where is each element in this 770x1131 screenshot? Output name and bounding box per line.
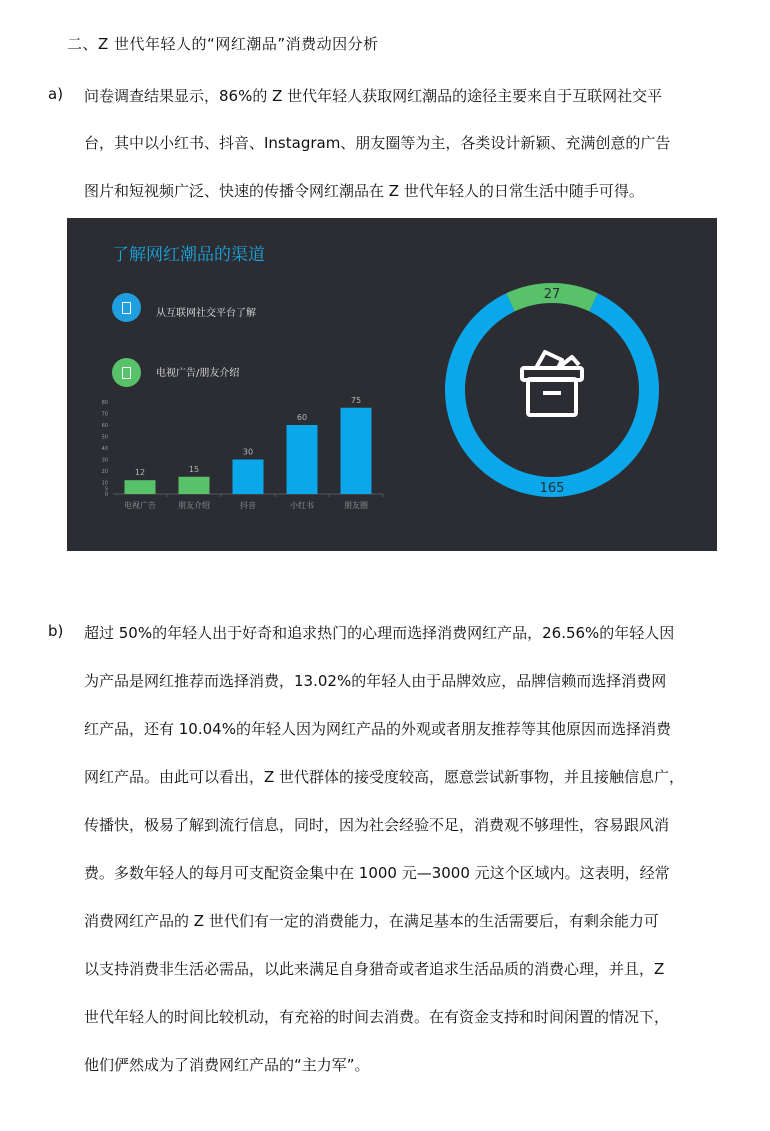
infographic-panel [67, 218, 717, 551]
y-tick-label: 10 [101, 480, 108, 487]
donut-chart [437, 283, 667, 498]
bar [125, 480, 156, 494]
data-label: 15 [188, 464, 200, 474]
y-tick-label: 5 [104, 486, 108, 493]
y-tick-label: 70 [101, 411, 108, 418]
y-tick-label: 50 [101, 434, 108, 441]
y-tick-label: 60 [101, 423, 108, 429]
paragraph-line: 传播快，极易了解到流行信息，同时，因为社会经验不足，消费观不够理性，容易跟风消 [84, 816, 670, 834]
section-heading: 二、Z 世代年轻人的“网红潮品”消费动因分析 [67, 35, 379, 53]
bar [179, 477, 210, 494]
paragraph-line: 他们俨然成为了消费网红产品的“主力军”。 [84, 1056, 370, 1074]
bar [287, 425, 318, 494]
legend-label-social: 从互联网社交平台了解 [156, 308, 256, 319]
paragraph-line: 红产品，还有 10.04%的年轻人因为网红产品的外观或者朋友推荐等其他原因而选择消费 [84, 720, 671, 738]
donut-slice [445, 293, 659, 497]
paragraph-marker: b) [48, 622, 64, 640]
y-tick-label: 40 [101, 446, 108, 452]
paragraph-line: 问卷调查结果显示，86%的 Z 世代年轻人获取网红潮品的途径主要来自于互联网社交平 [84, 87, 663, 105]
box-icon [522, 352, 582, 415]
slice-label: 27 [543, 287, 561, 302]
y-tick-label: 30 [101, 457, 108, 464]
data-label: 12 [134, 468, 146, 478]
bar [341, 408, 372, 494]
x-tick-label: 朋友介绍 [178, 501, 210, 510]
paragraph-line: 网红产品。由此可以看出，Z 世代群体的接受度较高，愿意尝试新事物，并且接触信息广， [84, 768, 685, 786]
paragraph-line: 费。多数年轻人的每月可支配资金集中在 1000 元—3000 元这个区域内。这表明，经常 [84, 864, 670, 882]
x-tick-label: 抖音 [240, 501, 256, 510]
x-tick-label: 朋友圈 [344, 501, 368, 510]
bar-chart [67, 393, 397, 518]
y-tick-label: 80 [101, 400, 108, 406]
bar [233, 460, 264, 495]
paragraph-line: 超过 50%的年轻人出于好奇和追求热门的心理而选择消费网红产品，26.56%的年轻人因 [84, 624, 675, 642]
y-tick-label: 20 [101, 469, 108, 475]
y-tick-label: 0 [104, 492, 108, 498]
paragraph-line: 图片和短视频广泛、快速的传播令网红潮品在 Z 世代年轻人的日常生活中随手可得。 [84, 182, 644, 200]
data-label: 60 [296, 413, 308, 422]
legend-dot-social [112, 293, 141, 322]
legend-dot-tv [112, 358, 141, 387]
paragraph-line: 世代年轻人的时间比较机动，有充裕的时间去消费。在有资金支持和时间闲置的情况下， [84, 1008, 670, 1026]
slice-label: 165 [539, 481, 565, 496]
paragraph-line: 为产品是网红推荐而选择消费，13.02%的年轻人由于品牌效应，品牌信赖而选择消费网 [84, 672, 667, 690]
data-label: 75 [350, 395, 362, 405]
paragraph-line: 以支持消费非生活必需品，以此来满足自身猎奇或者追求生活品质的消费心理，并且，Z [84, 960, 665, 978]
x-tick-label: 小红书 [290, 501, 314, 510]
infographic-title: 了解网红潮品的渠道 [112, 245, 265, 265]
paragraph-line: 消费网红产品的 Z 世代们有一定的消费能力，在满足基本的生活需要后，有剩余能力可 [84, 912, 659, 930]
paragraph-marker: a) [48, 85, 64, 103]
paragraph-line: 台，其中以小红书、抖音、Instagram、朋友圈等为主，各类设计新颖、充满创意的广告 [84, 134, 671, 152]
data-label: 30 [242, 447, 254, 457]
legend-label-tv: 电视广告/朋友介绍 [156, 368, 240, 379]
x-tick-label: 电视广告 [124, 501, 156, 510]
